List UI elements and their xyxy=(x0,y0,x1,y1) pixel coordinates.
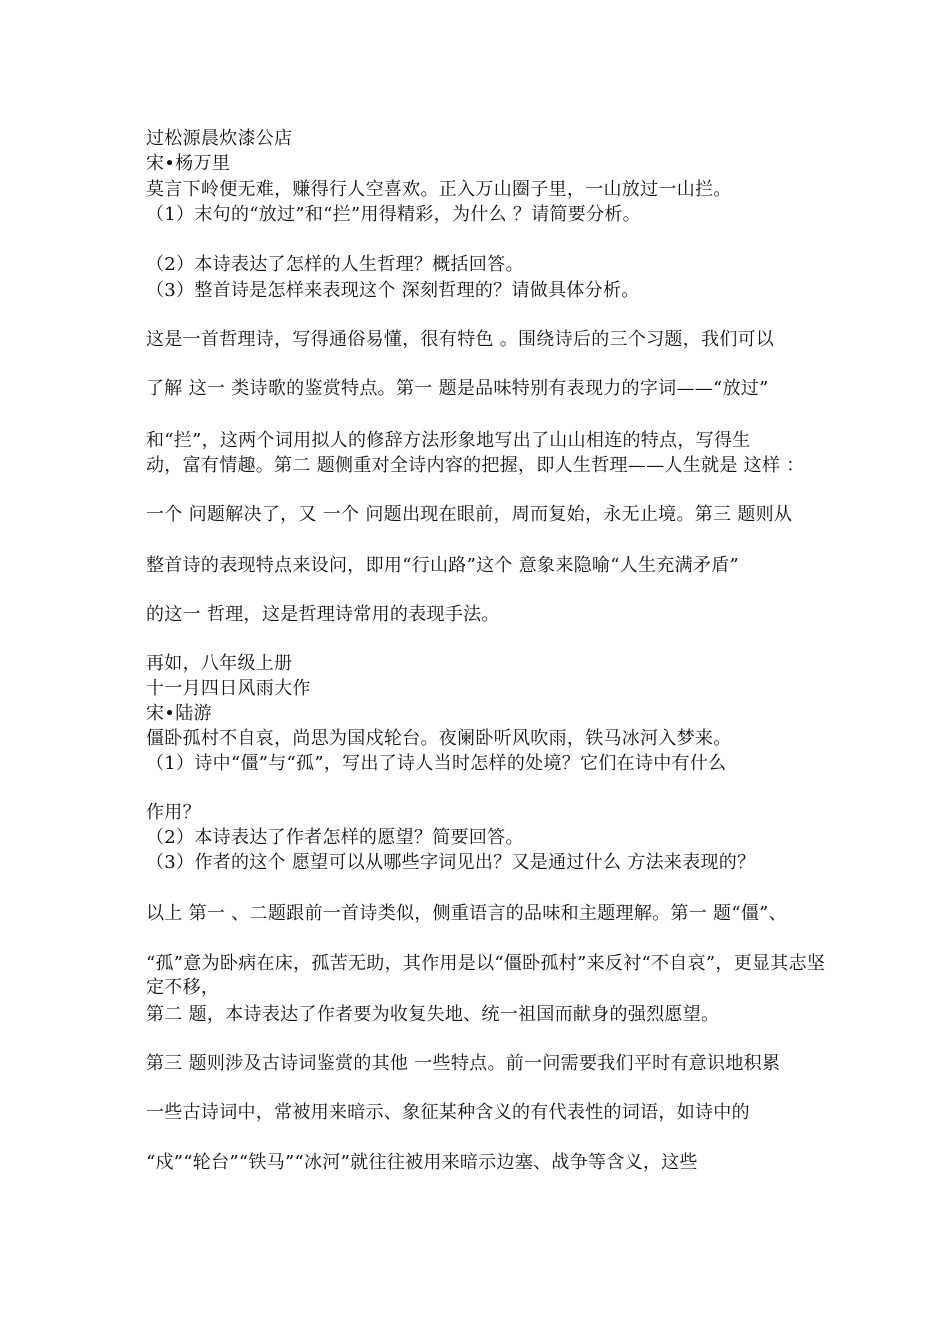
poem2-title: 十一月四日风雨大作 xyxy=(146,678,311,699)
poem1-question-2: （2）本诗表达了怎样的人生哲理？概括回答。 xyxy=(146,254,524,275)
analysis2-line: 第二 题，本诗表达了作者要为收复失地、统一祖国而献身的强烈愿望。 xyxy=(146,1004,720,1025)
analysis1-line: 和“拦”，这两个词用拟人的修辞方法形象地写出了山山相连的特点，写得生 xyxy=(146,430,751,451)
poem1-text: 莫言下岭便无难，赚得行人空喜欢。正入万山圈子里，一山放过一山拦。 xyxy=(146,179,732,200)
analysis1-line: 一个 问题解决了，又 一个 问题出现在眼前，周而复始，永无止境。第三 题则从 xyxy=(146,504,793,525)
analysis2-line: “戍”“轮台”“铁马”“冰河”就往往被用来暗示边塞、战争等含义，这些 xyxy=(146,1152,698,1173)
analysis1-line: 这是一首哲理诗，写得通俗易懂，很有特色 。围绕诗后的三个习题，我们可以 xyxy=(146,329,775,350)
analysis2-line: “孤”意为卧病在床，孤苦无助，其作用是以“僵卧孤村”来反衬“不自哀”，更显其志坚定不移， xyxy=(146,953,826,998)
analysis2-line: 一些古诗词中，常被用来暗示、象征某种含义的有代表性的词语，如诗中的 xyxy=(146,1102,750,1123)
poem1-question-3: （3）整首诗是怎样来表现这个 深刻哲理的？请做具体分析。 xyxy=(146,280,640,301)
poem2-question-1-cont: 作用？ xyxy=(146,802,201,823)
poem1-title: 过松源晨炊漆公店 xyxy=(146,128,293,149)
analysis2-line: 第三 题则涉及古诗词鉴赏的其他 一些特点。前一问需要我们平时有意识地积累 xyxy=(146,1053,781,1074)
poem2-text: 僵卧孤村不自哀，尚思为国戍轮台。夜阑卧听风吹雨，铁马冰河入梦来。 xyxy=(146,728,732,749)
poem2-question-3: （3）作者的这个 愿望可以从哪些字词见出？又是通过什么 方法来表现的？ xyxy=(146,852,756,873)
analysis1-line: 整首诗的表现特点来设问，即用“行山路”这个 意象来隐喻“人生充满矛盾” xyxy=(146,555,740,576)
poem2-question-1: （1）诗中“僵”与“孤”，写出了诗人当时怎样的处境？它们在诗中有什么 xyxy=(146,753,727,774)
analysis1-line: 的这一 哲理，这是哲理诗常用的表现手法。 xyxy=(146,604,500,625)
intro-poem2: 再如，八年级上册 xyxy=(146,653,293,674)
poem2-question-2: （2）本诗表达了作者怎样的愿望？简要回答。 xyxy=(146,827,524,848)
analysis2-line: 以上 第一 、二题跟前一首诗类似，侧重语言的品味和主题理解。第一 题“僵”、 xyxy=(146,903,787,924)
poem2-author: 宋•陆游 xyxy=(146,703,212,724)
analysis1-line: 动，富有情趣。第二 题侧重对全诗内容的把握，即人生哲理——人生就是 这样 ： xyxy=(146,455,805,476)
poem1-author: 宋•杨万里 xyxy=(146,153,231,174)
poem1-question-1: （1）末句的“放过”和“拦”用得精彩，为什么 ？请简要分析。 xyxy=(146,204,641,225)
analysis1-line: 了解 这一 类诗歌的鉴赏特点。第一 题是品味特别有表现力的字词——“放过” xyxy=(146,378,769,399)
